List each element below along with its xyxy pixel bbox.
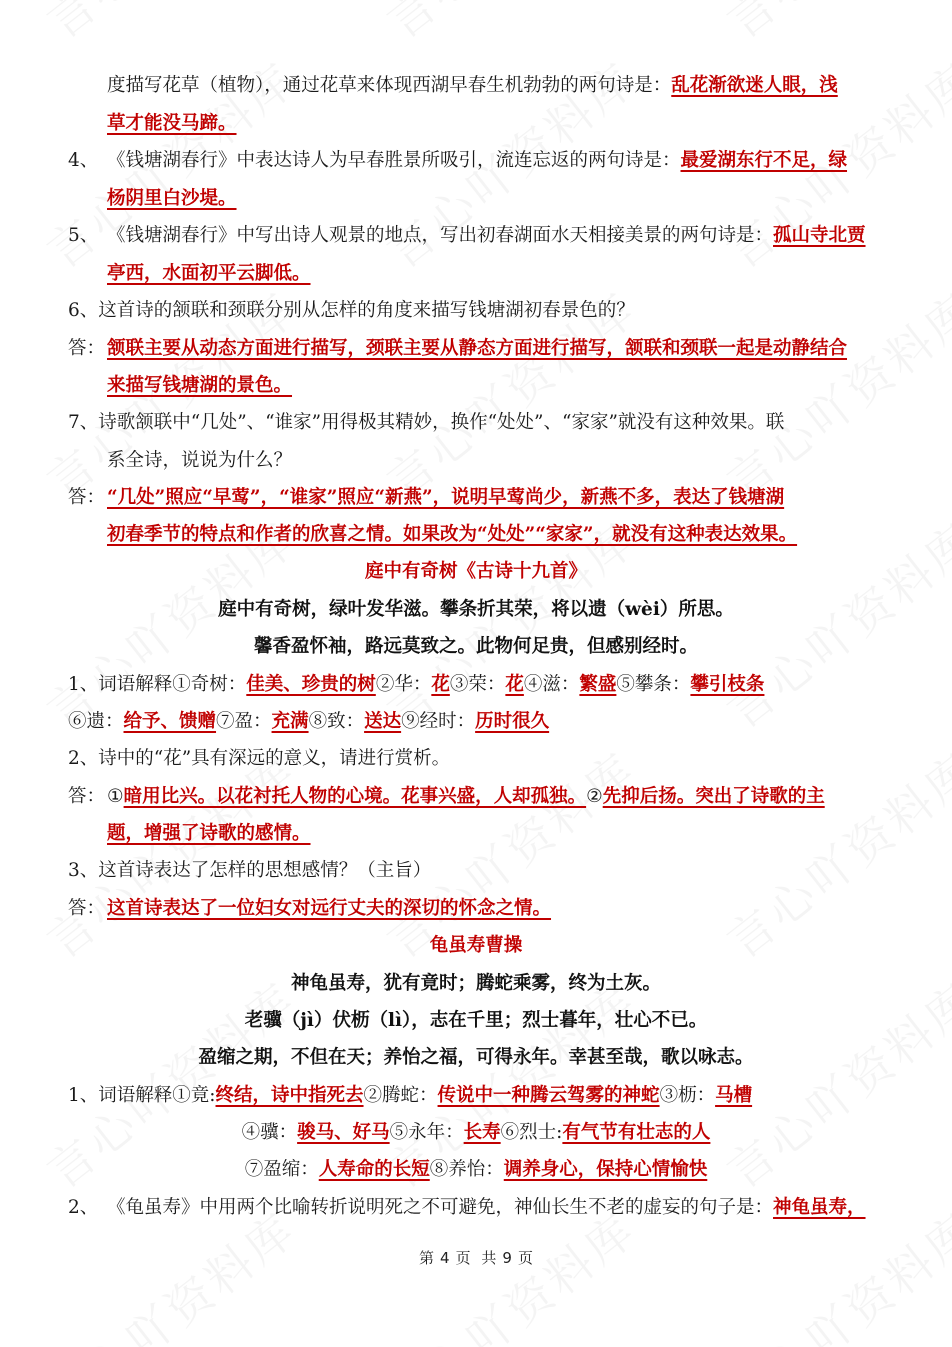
question-number: 5、 (68, 225, 99, 246)
question-3-continued (107, 74, 882, 98)
vocab-continued (68, 710, 882, 734)
total-unit: 页 (517, 1249, 533, 1267)
question-text: 6、这首诗的颔联和颈联分别从怎样的角度来描写钱塘湖初春景色的？ (68, 300, 635, 321)
vocab-definition: 长寿 (463, 1122, 501, 1143)
vocab-term: ①奇树： (172, 674, 247, 695)
answer-text: 杨阴里白沙堤。 (107, 188, 237, 209)
question-4 (68, 149, 882, 173)
answer-label: 答： (68, 786, 106, 807)
question-text: 《钱塘湖春行》中表达诗人为早春胜景所吸引，流连忘返的两句诗是： (107, 150, 681, 171)
answer-3 (68, 897, 882, 921)
vocab-definition: 人寿命的长短 (318, 1159, 430, 1180)
question-text: 2、诗中的“花”具有深远的意义，请进行赏析。 (68, 748, 451, 769)
vocab-definition: 充满 (271, 711, 309, 732)
vocab-term: ①竟: (172, 1085, 216, 1106)
answer-text: 初春季节的特点和作者的欣喜之情。如果改为“处处”“家家”，就没有这种表达效果。 (107, 524, 798, 545)
vocab-term: ④滋： (523, 674, 580, 695)
question-2 (68, 747, 882, 771)
answer-continued (107, 523, 882, 547)
question-7 (68, 411, 882, 435)
answer-continued (107, 187, 882, 211)
answer-continued (107, 822, 882, 846)
vocab-definition: 传说中一种腾云驾雾的神蛇 (437, 1085, 660, 1106)
total-label: 共 (481, 1249, 497, 1267)
answer-text: 题，增强了诗歌的感情。 (107, 823, 311, 844)
answer-text: 最爱湖东行不足，绿 (680, 150, 848, 171)
vocab-definition: 终结，诗中指死去 (215, 1085, 364, 1106)
question-number: 4、 (68, 150, 99, 171)
answer-7 (68, 486, 882, 510)
vocab-definition: 攀引枝条 (690, 674, 765, 695)
question-text: 1、词语解释 (68, 674, 173, 695)
page-unit: 页 (455, 1249, 471, 1267)
vocab-definition: 有气节有壮志的人 (562, 1122, 711, 1143)
vocab-definition: 给予、馈赠 (123, 711, 217, 732)
question-text: 《龟虽寿》中用两个比喻转折说明死之不可避免，神仙长生不老的虚妄的句子是： (107, 1197, 774, 1218)
answer-text: 乱花渐欲迷人眼，浅 (671, 75, 838, 96)
vocab-definition: 佳美、珍贵的树 (246, 674, 376, 695)
question-text: 系全诗，说说为什么？ (107, 450, 293, 471)
page-footer (0, 1247, 952, 1268)
vocab-term: ②腾蛇： (363, 1085, 438, 1106)
vocab-continued (0, 1121, 952, 1145)
answer-text: 亭西，水面初平云脚低。 (107, 263, 311, 284)
answer-2 (68, 785, 882, 809)
vocab-term: ⑤攀条： (616, 674, 691, 695)
vocab-term: ⑨经时： (401, 711, 476, 732)
poem-line: 馨香盈怀袖，路远莫致之。此物何足贵，但感别经时。 (253, 636, 698, 657)
vocab-question (68, 673, 882, 697)
vocab-question (68, 1084, 882, 1108)
question-text: 7、诗歌颔联中“几处”、“谁家”用得极其精妙，换作“处处”、“家家”就没有这种效果。联 (68, 412, 785, 433)
question-number: 2、 (68, 1197, 99, 1218)
vocab-term: ③枥： (659, 1085, 716, 1106)
question-3 (68, 859, 882, 883)
page-number: 4 (440, 1249, 450, 1267)
vocab-term: ⑥遗： (68, 711, 124, 732)
question-text: 1、词语解释 (68, 1085, 173, 1106)
vocab-term: ⑦盈： (216, 711, 272, 732)
vocab-continued (0, 1158, 952, 1182)
answer-text: 神龟虽寿， (773, 1197, 866, 1218)
question-5 (68, 224, 882, 248)
vocab-definition: 调养身心，保持心情愉快 (503, 1159, 708, 1180)
question-2 (68, 1196, 882, 1220)
answer-text: 来描写钱塘湖的景色。 (107, 375, 293, 396)
answer-marker: ① (107, 786, 124, 807)
answer-text: “几处”照应“早莺”，“谁家”照应“新燕”，说明早莺尚少，新燕不多，表达了钱塘湖 (107, 487, 785, 508)
answer-continued (107, 262, 882, 286)
vocab-term: ⑦盈缩： (244, 1159, 319, 1180)
poem-line: 庭中有奇树，绿叶发华滋。攀条折其荣，将以遗（wèi）所思。 (218, 599, 734, 620)
answer-6 (68, 337, 882, 361)
answer-text: 先抑后扬。突出了诗歌的主 (602, 786, 825, 807)
vocab-definition: 送达 (364, 711, 402, 732)
vocab-definition: 历时很久 (475, 711, 550, 732)
answer-text: 暗用比兴。以花衬托人物的心境。花事兴盛，人却孤独。 (123, 786, 587, 807)
vocab-term: ②华： (375, 674, 432, 695)
vocab-definition: 马槽 (715, 1085, 753, 1106)
question-text: 度描写花草（植物），通过花草来体现西湖早春生机勃勃的两句诗是： (107, 75, 672, 96)
answer-continued (107, 112, 882, 136)
poem-line: 老骥（jì）伏枥（lì），志在千里；烈士暮年，壮心不已。 (244, 1010, 708, 1031)
answer-text: 孤山寺北贾 (773, 225, 866, 246)
answer-continued (107, 374, 882, 398)
answer-marker: ② (586, 786, 603, 807)
vocab-definition: 花 (505, 674, 524, 695)
question-7-continued (107, 449, 882, 473)
poem-line: 盈缩之期，不但在天；养怡之福，可得永年。幸甚至哉，歌以咏志。 (198, 1047, 754, 1068)
answer-label: 答： (68, 338, 106, 359)
poem-line: 神龟虽寿，犹有竟时；腾蛇乘雾，终为土灰。 (290, 973, 661, 994)
vocab-term: ⑧养怡： (429, 1159, 504, 1180)
vocab-term: ④骥： (241, 1122, 298, 1143)
vocab-term: ⑤永年： (389, 1122, 464, 1143)
poem-title: 龟虽寿曹操 (429, 935, 523, 956)
vocab-definition: 骏马、好马 (297, 1122, 390, 1143)
page-label: 第 (419, 1249, 435, 1267)
answer-label: 答： (68, 898, 106, 919)
question-6 (68, 299, 882, 323)
question-text: 《钱塘湖春行》中写出诗人观景的地点，写出初春湖面水天相接美景的两句诗是： (107, 225, 774, 246)
answer-label: 答： (68, 487, 106, 508)
question-text: 3、这首诗表达了怎样的思想感情？（主旨） (68, 860, 432, 881)
answer-text: 颔联主要从动态方面进行描写，颈联主要从静态方面进行描写，颔联和颈联一起是动静结合 (107, 338, 848, 359)
vocab-definition: 繁盛 (579, 674, 617, 695)
vocab-term: ⑧致： (308, 711, 365, 732)
vocab-definition: 花 (431, 674, 450, 695)
total-pages: 9 (502, 1249, 512, 1267)
answer-text: 这首诗表达了一位妇女对远行丈夫的深切的怀念之情。 (107, 898, 552, 919)
vocab-term: ③荣： (449, 674, 506, 695)
answer-text: 草才能没马蹄。 (107, 113, 237, 134)
vocab-term: ⑥烈士: (500, 1122, 563, 1143)
poem-title: 庭中有奇树《古诗十九首》 (364, 561, 587, 582)
